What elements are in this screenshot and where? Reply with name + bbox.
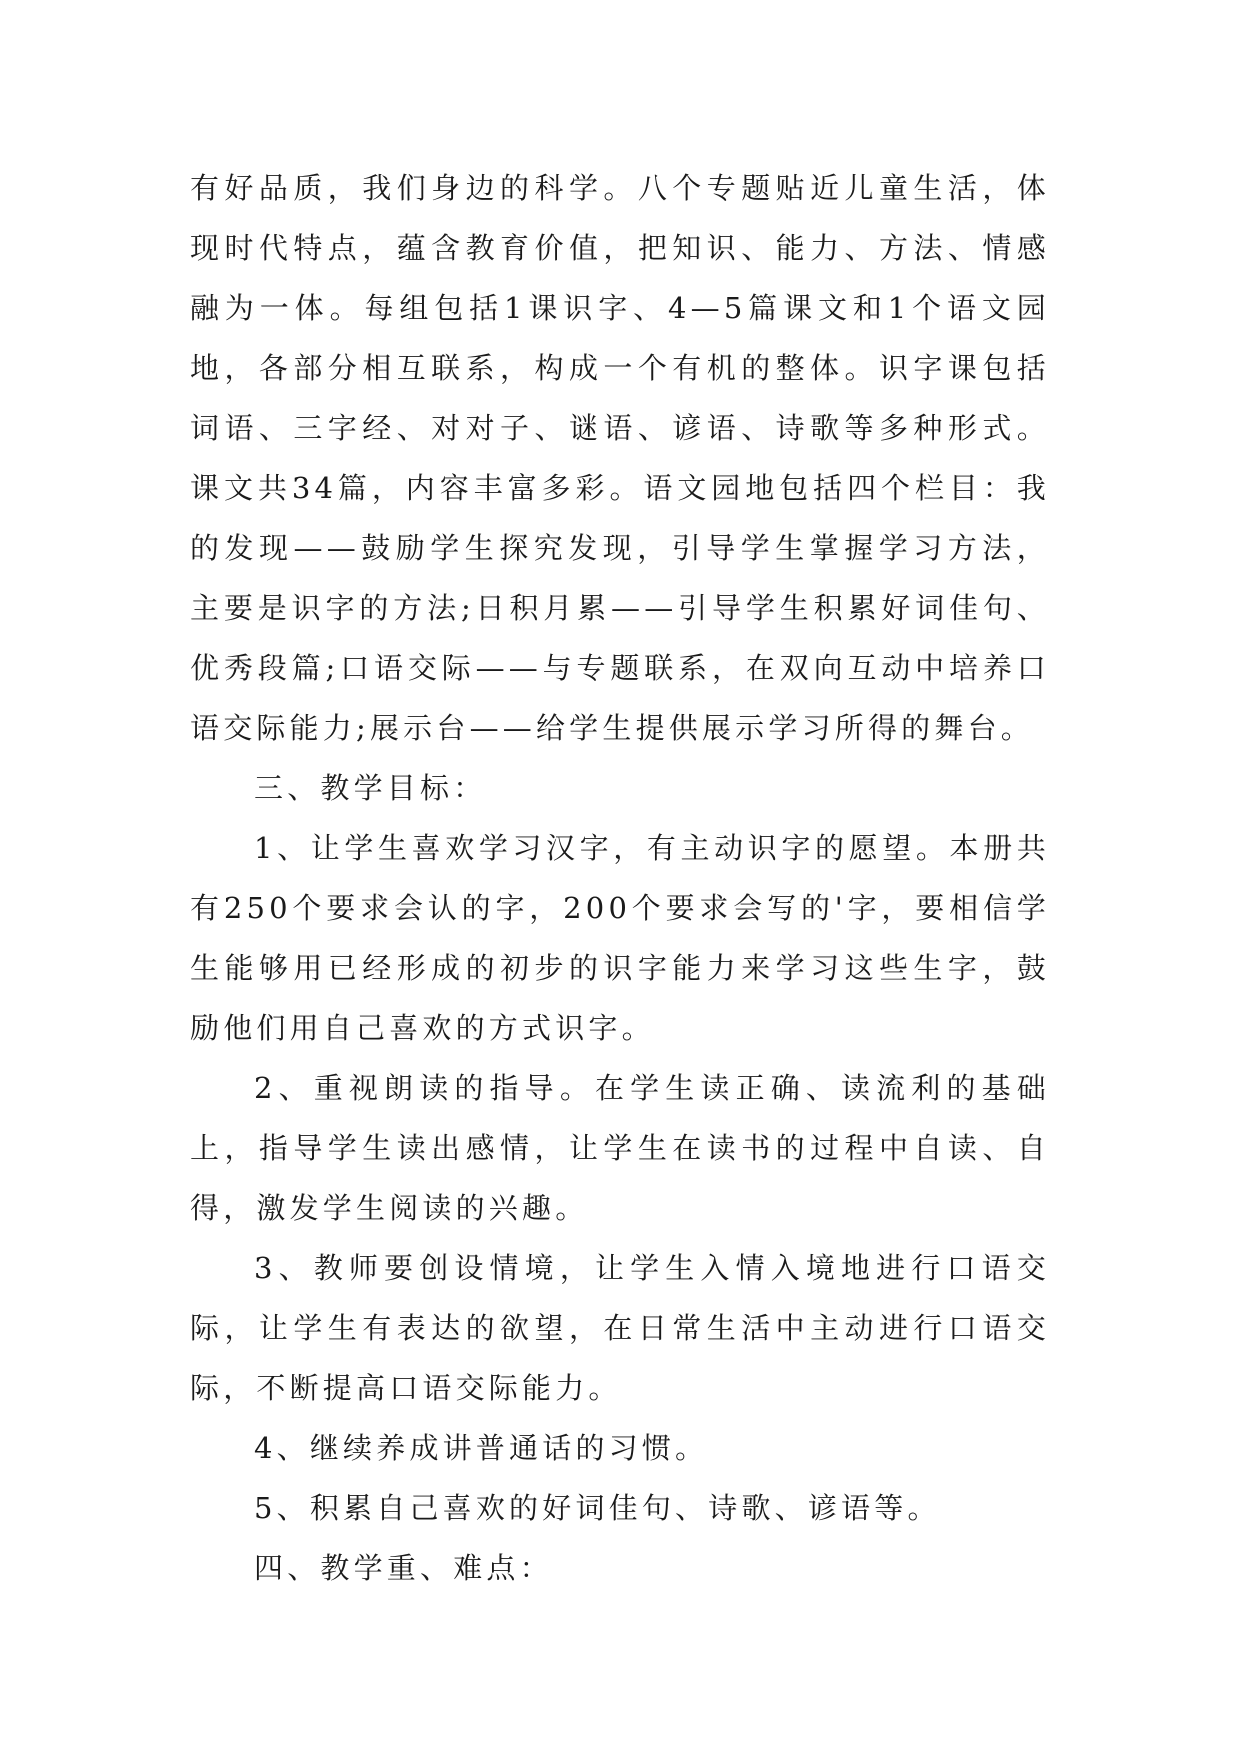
paragraph-intro-continued: 有好品质，我们身边的科学。八个专题贴近儿童生活，体现时代特点，蕴含教育价值，把知识、能力、方法、情感融为一体。每组包括1课识字、4—5篇课文和1个语文园地，各部分相互联系，构成一个有机的整体。识字课包括词语、三字经、对对子、谜语、谚语、诗歌等多种形式。课文共34篇，内容丰富多彩。语文园地包括四个栏目：我的发现——鼓励学生探究发现，引导学生掌握学习方法，主要是识字的方法;日积月累——引导学生积累好词佳句、优秀段篇;口语交际——与专题联系，在双向互动中培养口语交际能力;展示台——给学生提供展示学习所得的舞台。: [190, 171, 1050, 745]
goal-item-4: 4、继续养成讲普通话的习惯。: [254, 1431, 709, 1465]
section-heading-key-points: 四、教学重、难点：: [254, 1551, 553, 1585]
goal-item-1: 1、让学生喜欢学习汉字，有主动识字的愿望。本册共有250个要求会认的字，200个要求会写的'字，要相信学生能够用已经形成的初步的识字能力来学习这些生字，鼓励他们用自己喜欢的方式识字。: [190, 831, 1050, 1045]
goal-item-3: 3、教师要创设情境，让学生入情入境地进行口语交际，让学生有表达的欲望，在日常生活中主动进行口语交际，不断提高口语交际能力。: [190, 1251, 1050, 1405]
goal-item-5: 5、积累自己喜欢的好词佳句、诗歌、谚语等。: [254, 1491, 941, 1525]
document-body: [190, 158, 1050, 1598]
section-heading-teaching-goals: 三、教学目标：: [254, 771, 487, 805]
goal-item-2: 2、重视朗读的指导。在学生读正确、读流利的基础上，指导学生读出感情，让学生在读书的过程中自读、自得，激发学生阅读的兴趣。: [190, 1071, 1050, 1225]
